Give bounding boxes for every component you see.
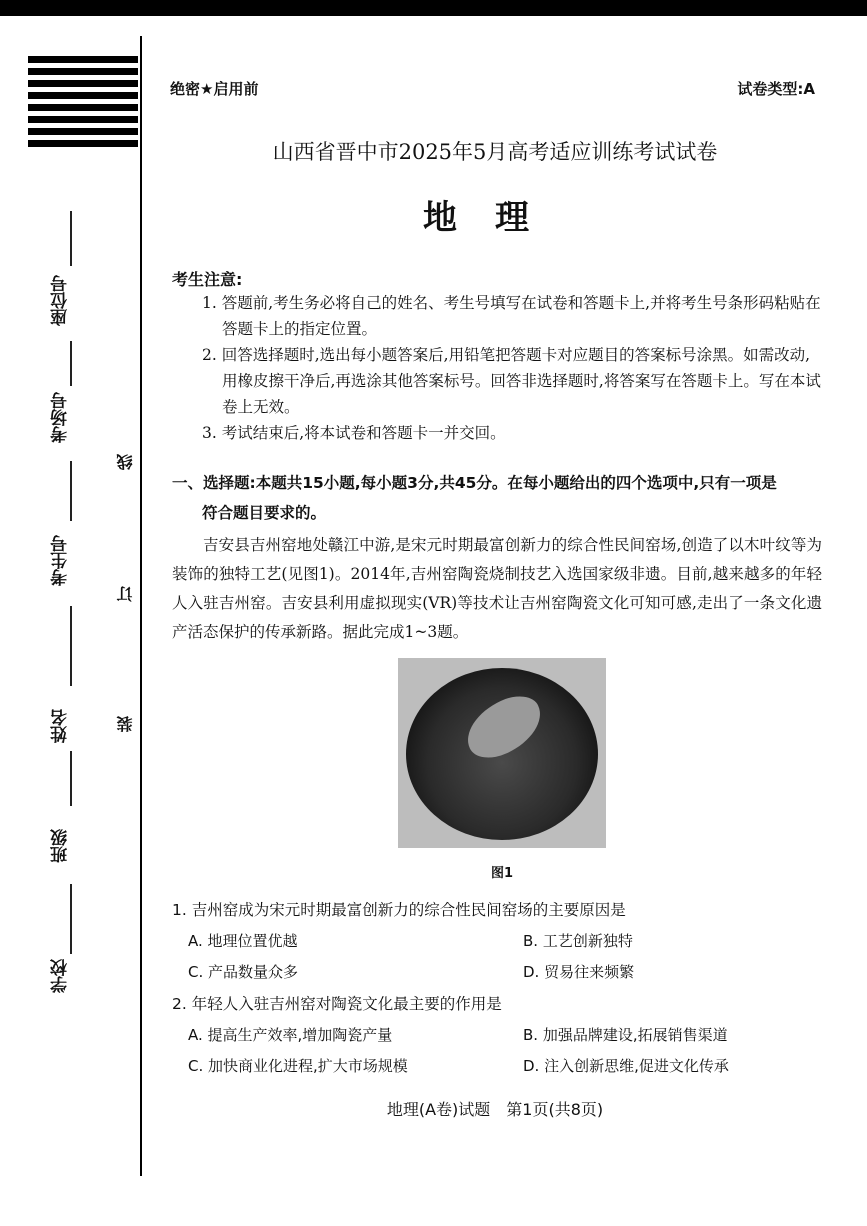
page-footer: 地理(A卷)试题 第1页(共8页) bbox=[386, 1100, 604, 1119]
fill-line bbox=[70, 211, 72, 266]
question-2-option-d: D. 注入创新思维,促进文化传承 bbox=[523, 1057, 729, 1075]
binding-mark-staple: 订 bbox=[116, 586, 135, 602]
fill-line bbox=[70, 884, 72, 954]
binding-strip bbox=[0, 16, 150, 1226]
school-label: 学校 bbox=[51, 959, 71, 993]
class-label: 班级 bbox=[51, 829, 71, 863]
paper-type-label: 试卷类型:A bbox=[737, 80, 815, 98]
notice-list bbox=[202, 290, 822, 446]
figure-caption: 图1 bbox=[490, 866, 514, 881]
question-2-option-a: A. 提高生产效率,增加陶瓷产量 bbox=[188, 1026, 393, 1044]
section-heading bbox=[172, 468, 822, 528]
figure-leaf-bowl-image bbox=[398, 658, 606, 848]
fill-line bbox=[70, 606, 72, 686]
question-1-option-d: D. 贸易往来频繁 bbox=[523, 963, 635, 981]
room-number-label: 考场号 bbox=[51, 392, 71, 444]
binding-barcode bbox=[28, 56, 138, 152]
fill-line bbox=[70, 461, 72, 521]
section-heading-line1: 一、选择题:本题共15小题,每小题3分,共45分。在每小题给出的四个选项中,只有一项是 bbox=[172, 474, 777, 492]
reading-passage: 吉安县吉州窑地处赣江中游,是宋元时期最富创新力的综合性民间窑场,创造了以木叶纹等为装饰的独特工艺(见图1)。2014年,吉州窑陶瓷烧制技艺入选国家级非遗。目前,越来越多的年轻人入驻吉州窑。吉安县利用虚拟现实(VR)等技术让吉州窑陶瓷文化可知可感,走出了一条文化遗产活态保护的传承新路。据此完成1~3题。 bbox=[172, 536, 822, 641]
question-1-option-a: A. 地理位置优越 bbox=[188, 932, 298, 950]
fill-line bbox=[70, 341, 72, 386]
notice-item: 1. 答题前,考生务必将自己的姓名、考生号填写在试卷和答题卡上,并将考生号条形码粘贴在答题卡上的指定位置。 bbox=[202, 294, 821, 338]
section-heading-line2: 符合题目要求的。 bbox=[202, 504, 327, 522]
subject-title: 地理 bbox=[423, 198, 567, 238]
seat-number-label: 座位号 bbox=[51, 275, 71, 327]
binding-mark-bind: 装 bbox=[116, 716, 135, 732]
exam-title: 山西省晋中市2025年5月高考适应训练考试试卷 bbox=[272, 140, 718, 164]
candidate-number-label: 考生号 bbox=[51, 535, 71, 587]
binding-mark-line: 线 bbox=[116, 454, 135, 470]
top-border bbox=[0, 0, 867, 16]
notice-item: 3. 考试结束后,将本试卷和答题卡一并交回。 bbox=[202, 424, 506, 442]
question-1-option-c: C. 产品数量众多 bbox=[188, 963, 299, 981]
question-1-stem: 1. 吉州窑成为宋元时期最富创新力的综合性民间窑场的主要原因是 bbox=[172, 901, 626, 919]
fill-line bbox=[70, 751, 72, 806]
notice-item: 2. 回答选择题时,选出每小题答案后,用铅笔把答题卡对应题目的答案标号涂黑。如需改动,用橡皮擦干净后,再选涂其他答案标号。回答非选择题时,将答案写在答题卡上。写在本试卷上无效。 bbox=[202, 346, 821, 416]
secret-label: 绝密★启用前 bbox=[170, 80, 259, 98]
question-2-option-c: C. 加快商业化进程,扩大市场规模 bbox=[188, 1057, 408, 1075]
binding-line bbox=[140, 36, 142, 1176]
question-2-stem: 2. 年轻人入驻吉州窑对陶瓷文化最主要的作用是 bbox=[172, 995, 502, 1013]
name-label: 姓名 bbox=[51, 709, 71, 743]
notice-heading: 考生注意: bbox=[172, 270, 243, 289]
question-2-option-b: B. 加强品牌建设,拓展销售渠道 bbox=[523, 1026, 728, 1044]
question-1-option-b: B. 工艺创新独特 bbox=[523, 932, 633, 950]
